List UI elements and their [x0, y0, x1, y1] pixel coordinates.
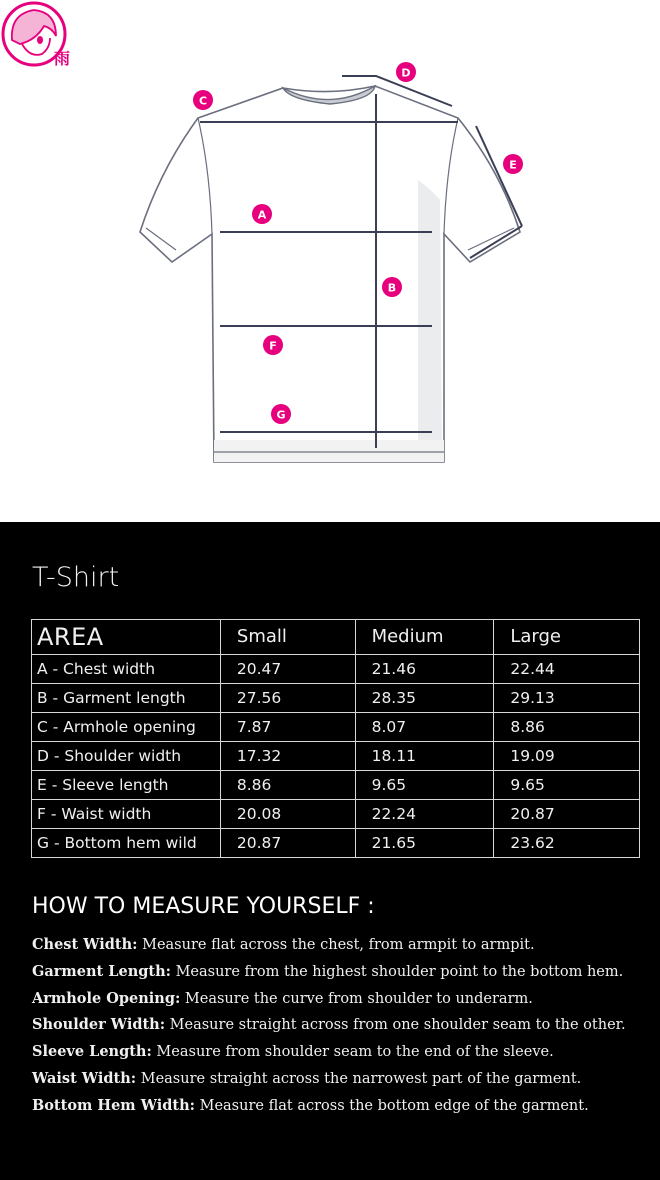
- value-large: 8.86: [494, 713, 640, 742]
- size-table: [31, 619, 640, 858]
- row-label: D - Shoulder width: [32, 742, 221, 771]
- row-label: A - Chest width: [32, 655, 221, 684]
- row-label: F - Waist width: [32, 800, 221, 829]
- table-header-row: [32, 620, 640, 655]
- instruction-text: Measure flat across the bottom edge of the garment.: [194, 1097, 589, 1114]
- value-large: 19.09: [494, 742, 640, 771]
- marker-c: [193, 90, 213, 110]
- list-item: [32, 1012, 652, 1039]
- table-row: [32, 713, 640, 742]
- svg-text:G: G: [276, 408, 286, 422]
- tshirt-outline-icon: [140, 86, 520, 462]
- value-medium: 8.07: [355, 713, 494, 742]
- list-item: [32, 932, 652, 959]
- value-large: 22.44: [494, 655, 640, 684]
- instruction-text: Measure the curve from shoulder to underarm.: [180, 990, 533, 1007]
- value-small: 20.47: [220, 655, 355, 684]
- instructions-list: [32, 932, 652, 1120]
- table-row: [32, 684, 640, 713]
- how-to-heading: HOW TO MEASURE YOURSELF :: [32, 894, 375, 919]
- svg-text:C: C: [198, 94, 208, 108]
- info-panel: [0, 522, 660, 1180]
- svg-text:D: D: [401, 66, 411, 80]
- diagram-panel: [0, 0, 660, 522]
- marker-g: [271, 404, 291, 424]
- value-small: 8.86: [220, 771, 355, 800]
- table-row: [32, 742, 640, 771]
- instruction-label: Garment Length:: [32, 962, 171, 980]
- list-item: [32, 1066, 652, 1093]
- instruction-text: Measure from the highest shoulder point to the bottom hem.: [170, 963, 624, 980]
- list-item: [32, 986, 652, 1013]
- value-medium: 9.65: [355, 771, 494, 800]
- header-large: Large: [494, 620, 640, 655]
- instruction-label: Armhole Opening:: [32, 989, 181, 1007]
- instruction-label: Chest Width:: [32, 936, 138, 953]
- row-label: C - Armhole opening: [32, 713, 221, 742]
- value-large: 29.13: [494, 684, 640, 713]
- svg-text:雨: 雨: [53, 49, 71, 68]
- marker-e: [503, 154, 523, 174]
- instruction-text: Measure straight across the narrowest part of the garment.: [136, 1070, 582, 1087]
- marker-d: [396, 62, 416, 82]
- instruction-label: Sleeve Length:: [32, 1043, 152, 1061]
- value-medium: 28.35: [355, 684, 494, 713]
- value-small: 7.87: [220, 713, 355, 742]
- svg-text:B: B: [387, 281, 397, 295]
- marker-a: [252, 204, 272, 224]
- svg-text:F: F: [269, 339, 277, 353]
- marker-f: [263, 335, 283, 355]
- row-label: G - Bottom hem wild: [32, 829, 221, 858]
- instruction-label: Bottom Hem Width:: [32, 1096, 195, 1114]
- table-row: [32, 800, 640, 829]
- value-small: 20.08: [220, 800, 355, 829]
- table-row: [32, 771, 640, 800]
- instruction-text: Measure from shoulder seam to the end of the sleeve.: [151, 1044, 554, 1061]
- value-medium: 21.65: [355, 829, 494, 858]
- list-item: [32, 959, 652, 986]
- value-medium: 21.46: [355, 655, 494, 684]
- section-title: T-Shirt: [32, 562, 120, 593]
- table-row: [32, 655, 640, 684]
- table-row: [32, 829, 640, 858]
- header-medium: Medium: [355, 620, 494, 655]
- svg-text:A: A: [257, 208, 267, 222]
- instruction-label: Shoulder Width:: [32, 1016, 166, 1034]
- header-small: Small: [220, 620, 355, 655]
- instruction-text: Measure straight across from one shoulder seam to the other.: [165, 1017, 626, 1034]
- brand-logo-icon: [0, 0, 76, 70]
- header-area: AREA: [32, 620, 221, 655]
- tshirt-diagram: [0, 0, 660, 522]
- value-large: 9.65: [494, 771, 640, 800]
- row-label: E - Sleeve length: [32, 771, 221, 800]
- value-small: 20.87: [220, 829, 355, 858]
- value-medium: 18.11: [355, 742, 494, 771]
- value-small: 27.56: [220, 684, 355, 713]
- instruction-text: Measure flat across the chest, from armpit to armpit.: [137, 937, 535, 953]
- value-large: 20.87: [494, 800, 640, 829]
- value-medium: 22.24: [355, 800, 494, 829]
- row-label: B - Garment length: [32, 684, 221, 713]
- value-large: 23.62: [494, 829, 640, 858]
- list-item: [32, 1039, 652, 1066]
- value-small: 17.32: [220, 742, 355, 771]
- list-item: [32, 1093, 652, 1120]
- marker-b: [382, 277, 402, 297]
- instruction-label: Waist Width:: [32, 1069, 137, 1087]
- svg-text:E: E: [509, 158, 517, 172]
